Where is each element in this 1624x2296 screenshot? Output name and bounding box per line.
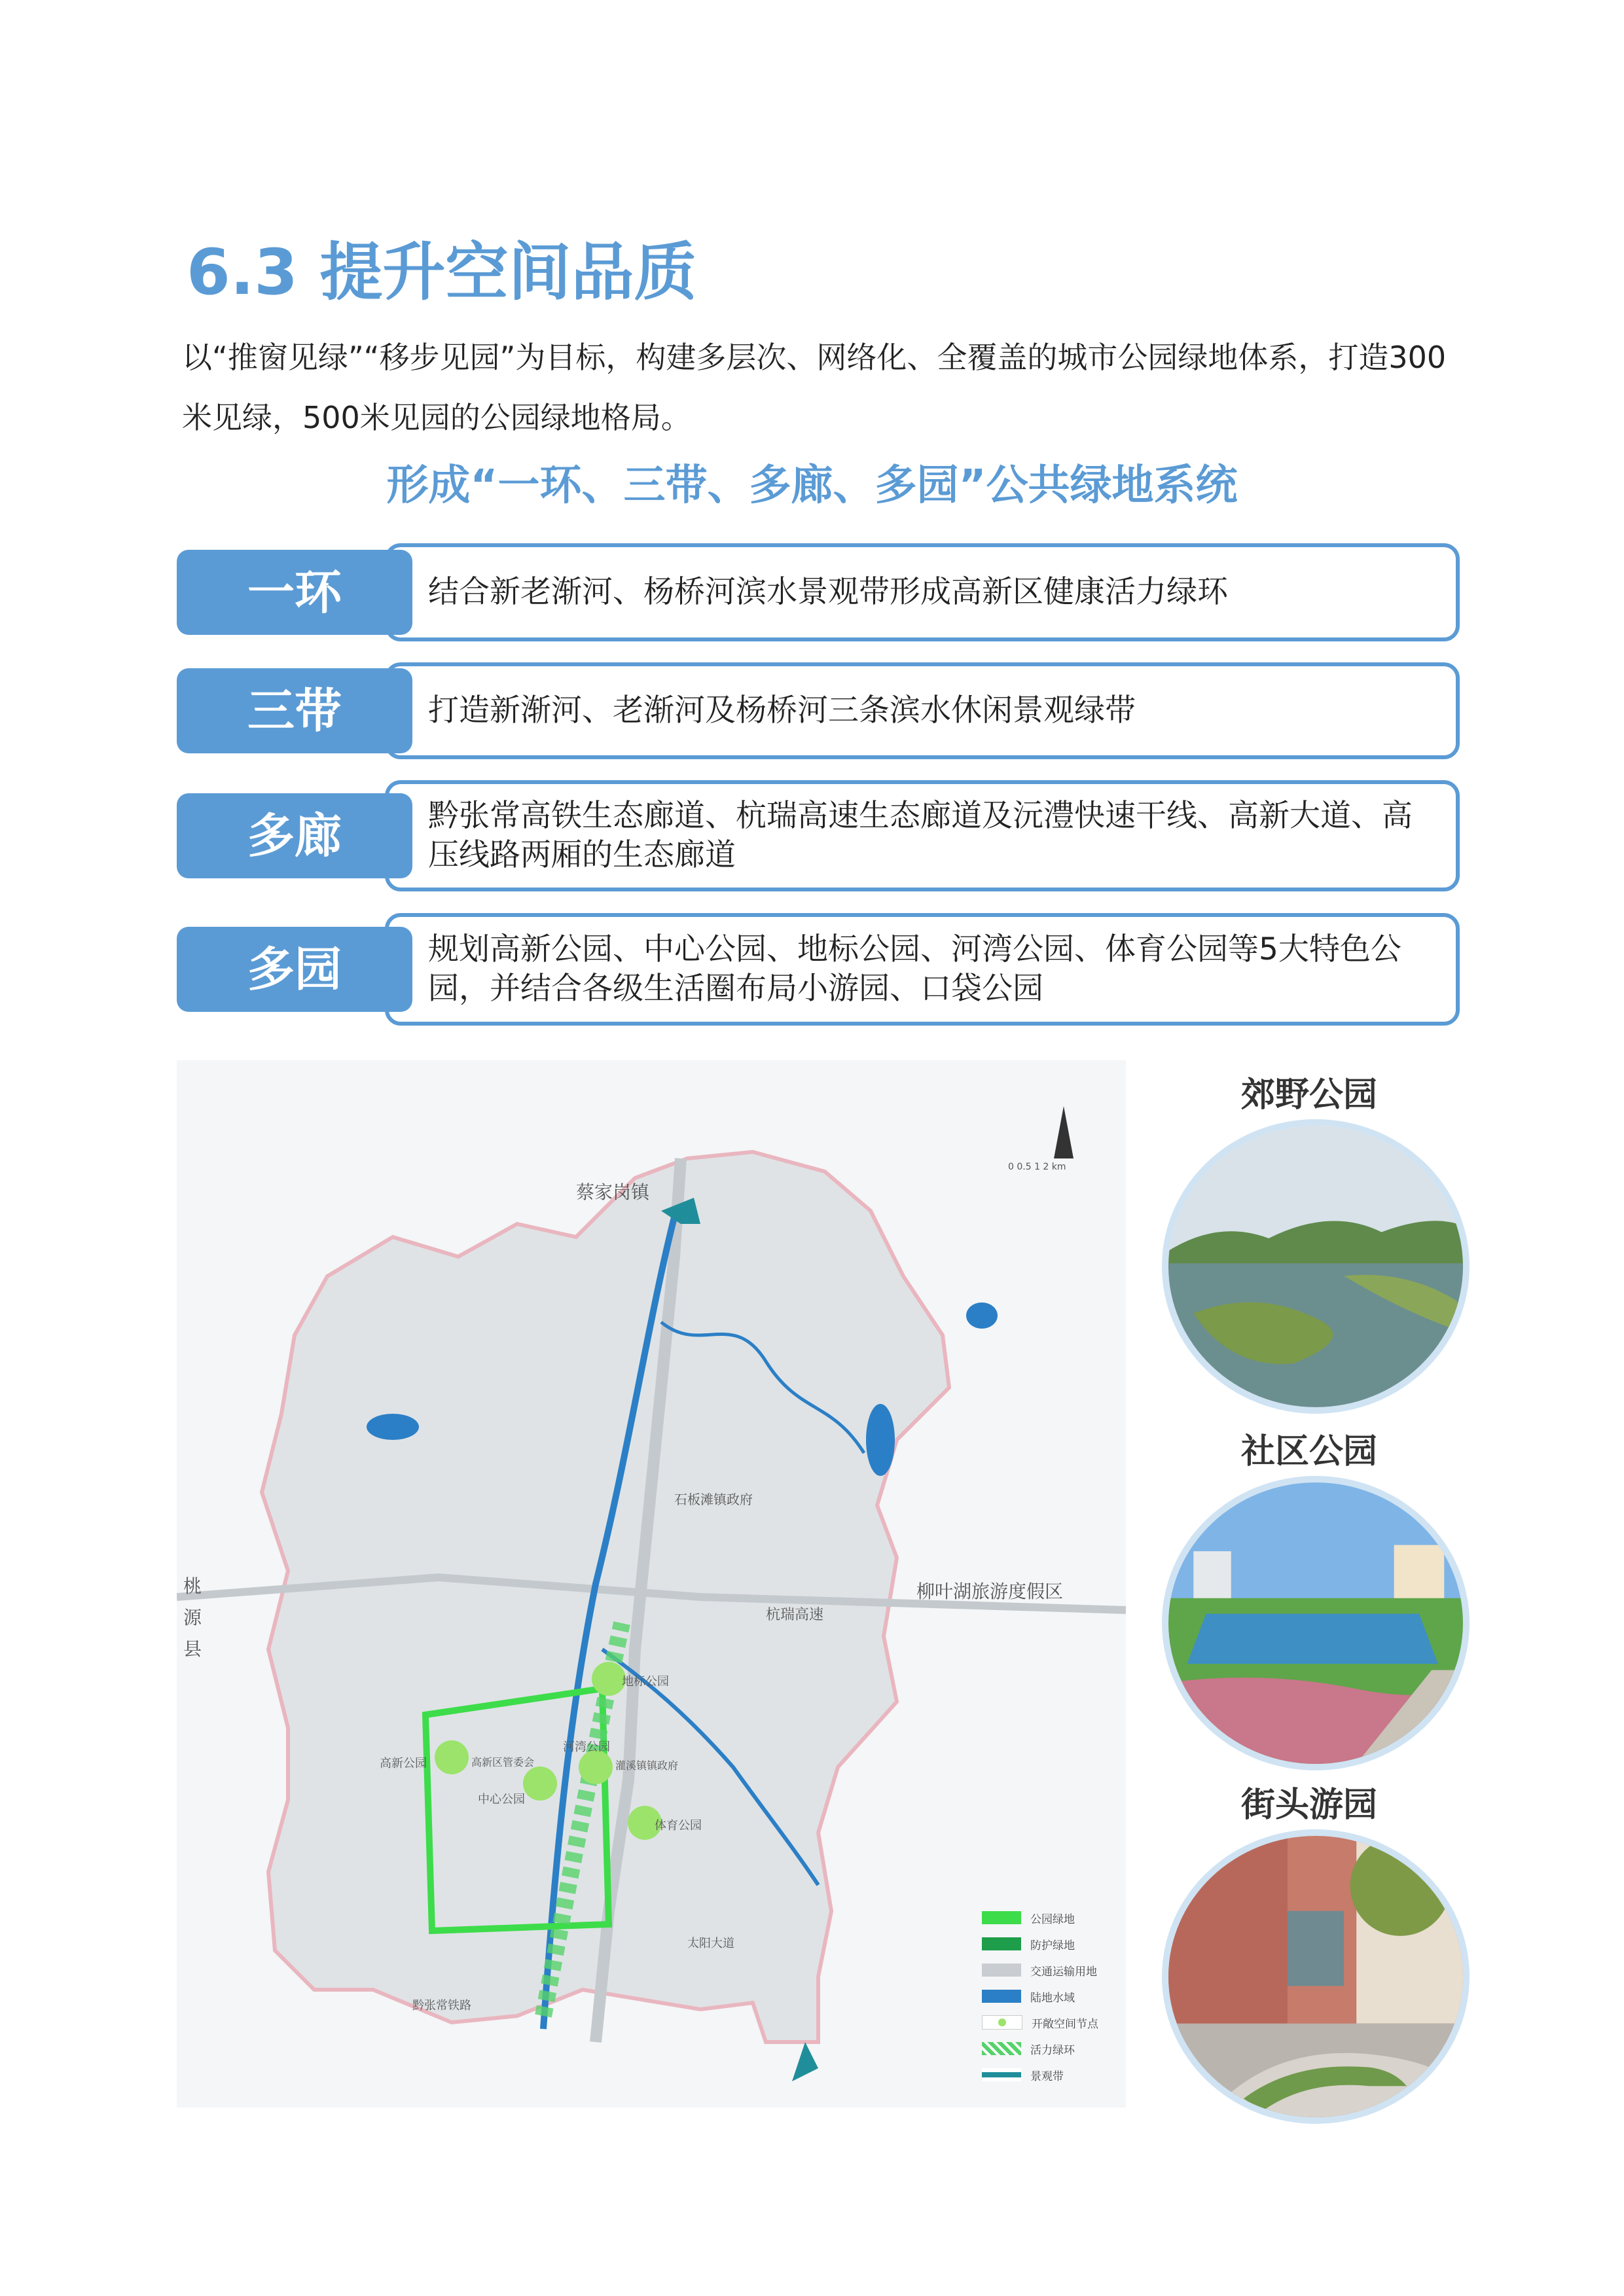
legend-label: 景观带 [1030, 2070, 1064, 2083]
item-description: 打造新渐河、老渐河及杨桥河三条滨水休闲景观绿带 [385, 662, 1460, 759]
legend-item [982, 1931, 1119, 1957]
item-row-corridors [177, 780, 1460, 891]
legend-label: 开敞空间节点 [1032, 2017, 1098, 2031]
legend-swatch [982, 2068, 1021, 2081]
map-label: 杭瑞高速 [766, 1607, 824, 1623]
legend-item [982, 1957, 1119, 1983]
item-description: 结合新老渐河、杨桥河滨水景观带形成高新区健康活力绿环 [385, 543, 1460, 641]
lake [966, 1302, 998, 1329]
map-label: 灌溪镇镇政府 [615, 1759, 679, 1772]
legend-item [982, 2062, 1119, 2088]
park-node [435, 1740, 469, 1774]
wetland-illustration [1168, 1126, 1463, 1407]
map-label: 柳叶湖旅游度假区 [916, 1581, 1064, 1602]
legend-swatch [982, 2042, 1021, 2055]
street-garden-photo [1162, 1829, 1470, 2124]
map-label: 高新区管委会 [471, 1756, 535, 1768]
north-arrow-icon [1054, 1106, 1074, 1158]
legend-item [982, 2036, 1119, 2062]
item-row-belts [177, 662, 1460, 759]
map-label: 太阳大道 [687, 1937, 734, 1950]
map-legend [982, 1905, 1119, 2088]
court-illustration [1168, 1482, 1463, 1764]
green-space-map [177, 1060, 1126, 2108]
map-label: 中心公园 [478, 1793, 525, 1806]
lake [367, 1414, 419, 1440]
park-node [523, 1767, 557, 1801]
item-description: 规划高新公园、中心公园、地标公园、河湾公园、体育公园等5大特色公园，并结合各级生活圈布局小游园、口袋公园 [385, 913, 1460, 1026]
map-label: 体育公园 [655, 1819, 702, 1833]
legend-label: 活力绿环 [1030, 2043, 1075, 2057]
item-tag: 一环 [177, 550, 412, 635]
legend-swatch [982, 1937, 1021, 1950]
section-title: 6.3 提升空间品质 [187, 236, 697, 309]
park-caption: 郊野公园 [1240, 1075, 1377, 1115]
map-label: 黔张常铁路 [412, 1999, 471, 2013]
map-label: 石板滩镇政府 [674, 1492, 753, 1507]
legend-item [982, 1905, 1119, 1931]
legend-label: 防护绿地 [1030, 1939, 1075, 1952]
country-park-photo [1162, 1119, 1470, 1414]
item-row-parks [177, 913, 1460, 1026]
park-caption: 街头游园 [1240, 1785, 1377, 1825]
lake [866, 1404, 895, 1476]
map-label: 蔡家岗镇 [576, 1181, 650, 1203]
map-label: 高新公园 [380, 1757, 427, 1770]
intro-paragraph: 以“推窗见绿”“移步见园”为目标，构建多层次、网络化、全覆盖的城市公园绿地体系，打造300米见绿，500米见园的公园绿地格局。 [182, 340, 1447, 435]
legend-label: 陆地水域 [1030, 1991, 1075, 2005]
legend-item [982, 2009, 1119, 2036]
item-tag: 多园 [177, 927, 412, 1012]
system-subtitle: 形成“一环、三带、多廊、多园”公共绿地系统 [386, 461, 1238, 510]
item-tag: 多廊 [177, 793, 412, 878]
plaza-illustration [1168, 1836, 1463, 2117]
legend-label: 交通运输用地 [1030, 1965, 1097, 1979]
map-scale: 0 0.5 1 2 km [1008, 1162, 1066, 1172]
legend-label: 公园绿地 [1030, 1912, 1075, 1926]
legend-swatch [982, 2015, 1022, 2030]
belt-arrow [792, 2042, 818, 2081]
map-label: 地标公园 [622, 1675, 669, 1689]
legend-item [982, 1983, 1119, 2009]
item-tag: 三带 [177, 668, 412, 753]
park-caption: 社区公园 [1240, 1432, 1377, 1471]
park-node [579, 1750, 613, 1784]
community-park-photo [1162, 1476, 1470, 1770]
item-description: 黔张常高铁生态廊道、杭瑞高速生态廊道及沅澧快速干线、高新大道、高压线路两厢的生态廊道 [385, 780, 1460, 891]
park-node [592, 1662, 626, 1696]
item-row-ring [177, 543, 1460, 641]
legend-swatch [982, 1964, 1021, 1977]
legend-swatch [982, 1990, 1021, 2003]
legend-swatch [982, 1911, 1021, 1924]
map-label: 河湾公园 [563, 1740, 610, 1754]
map-label: 桃源县 [183, 1575, 202, 1660]
